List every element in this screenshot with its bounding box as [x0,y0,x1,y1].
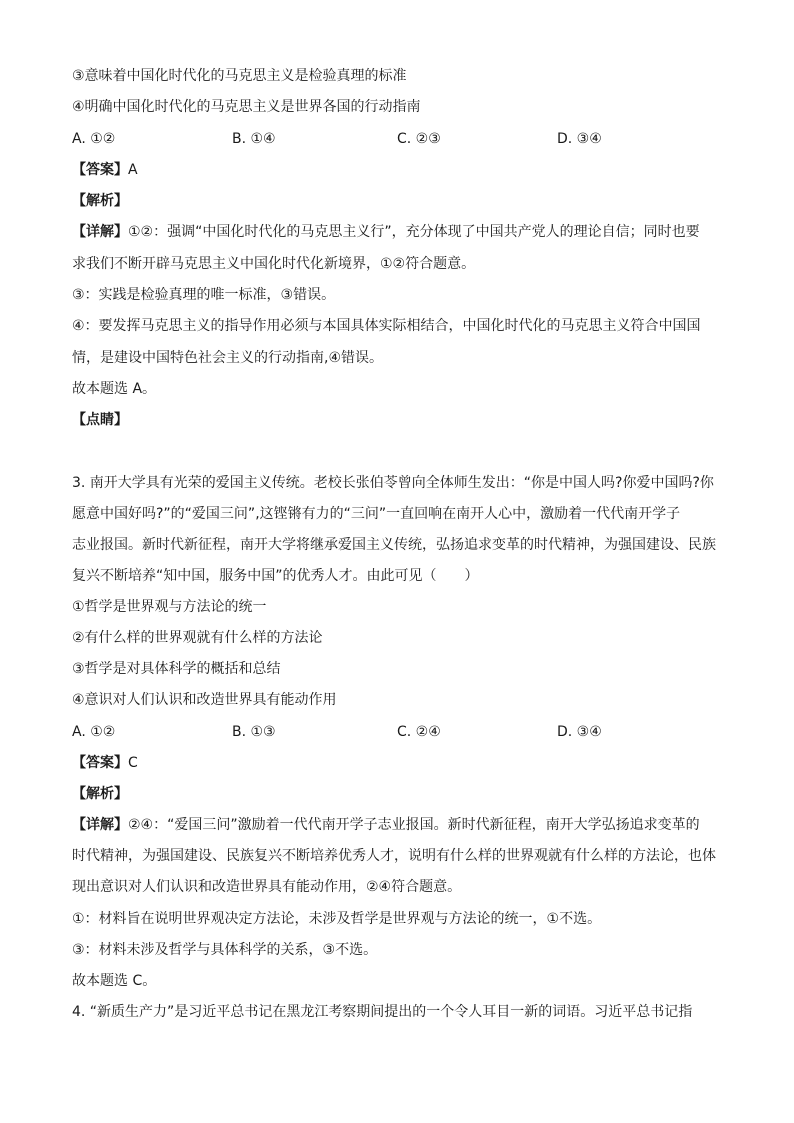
q2-option-c: C. ②③ [397,131,441,147]
q3-stem-line-4: 复兴不断培养“知中国，服务中国”的优秀人才。由此可见（ ） [72,568,479,584]
q2-note-4-line-2: 情，是建设中国特色社会主义的行动指南,④错误。 [72,350,383,366]
q2-option-d: D. ③④ [557,131,602,147]
q3-statement-1: ①哲学是世界观与方法论的统一 [72,599,267,615]
q3-stem-line-3: 志业报国。新时代新征程，南开大学将继承爱国主义传统，弘扬追求变革的时代精神，为强国建设、民族 [72,537,716,553]
q2-statement-4: ④明确中国化时代化的马克思主义是世界各国的行动指南 [72,99,421,115]
answer-value: A [128,162,138,178]
q3-statement-4: ④意识对人们认识和改造世界具有能动作用 [72,692,337,708]
q2-detail-line-2: 求我们不断开辟马克思主义中国化时代化新境界，①②符合题意。 [72,256,476,272]
q3-note-1: ①：材料旨在说明世界观决定方法论，未涉及哲学是世界观与方法论的统一，①不选。 [72,911,602,927]
q3-detail-line-2: 时代精神，为强国建设、民族复兴不断培养优秀人才，说明有什么样的世界观就有什么样的方法论，也体 [72,848,716,864]
q2-statement-3: ③意味着中国化时代化的马克思主义是检验真理的标准 [72,68,407,84]
q3-answer [72,753,727,773]
q3-conclusion: 故本题选 C。 [72,973,157,989]
answer-value: C [128,755,138,771]
q2-detail-line-1: 【详解】①②：强调“中国化时代化的马克思主义行”，充分体现了中国共产党人的理论自信；同时也要 [72,224,700,240]
q3-option-d: D. ③④ [557,724,602,740]
q2-note-3: ③：实践是检验真理的唯一标准，③错误。 [72,287,336,303]
q3-option-a: A. ①② [72,724,116,740]
q3-detail-line-1: 【详解】②④：“爱国三问”激励着一代代南开学子志业报国。新时代新征程，南开大学弘扬追求变革的 [72,817,700,833]
q2-note-4-line-1: ④：要发挥马克思主义的指导作用必须与本国具体实际相结合，中国化时代化的马克思主义符合中国国 [72,318,701,334]
q3-stem-line-1: 3. 南开大学具有光荣的爱国主义传统。老校长张伯苓曾向全体师生发出：“你是中国人吗?你爱中国吗?你 [72,475,714,491]
detail-tag: 【详解】 [72,224,128,240]
q4-stem-line-1: 4. “新质生产力”是习近平总书记在黑龙江考察期间提出的一个令人耳目一新的词语。习近平总书记指 [72,1004,693,1020]
q3-stem-line-2: 愿意中国好吗?”的“爱国三问”,这铿锵有力的“三问”一直回响在南开人心中，激励着一代代南开学子 [72,506,681,522]
detail-tag: 【详解】 [72,817,128,833]
q2-option-a: A. ①② [72,131,116,147]
q2-comment-tag: 【点睛】 [72,412,128,428]
q2-conclusion: 故本题选 A。 [72,381,157,397]
q3-detail-line-3: 现出意识对人们认识和改造世界具有能动作用，②④符合题意。 [72,879,462,895]
answer-tag: 【答案】 [72,755,128,771]
answer-tag: 【答案】 [72,162,128,178]
q2-answer [72,160,727,180]
q3-note-3: ③：材料未涉及哲学与具体科学的关系，③不选。 [72,942,378,958]
q2-analysis-tag: 【解析】 [72,193,128,209]
q3-option-c: C. ②④ [397,724,441,740]
q3-option-b: B. ①③ [232,724,276,740]
q3-statement-3: ③哲学是对具体科学的概括和总结 [72,661,281,677]
q2-option-b: B. ①④ [232,131,276,147]
q3-statement-2: ②有什么样的世界观就有什么样的方法论 [72,630,323,646]
q3-analysis-tag: 【解析】 [72,786,128,802]
